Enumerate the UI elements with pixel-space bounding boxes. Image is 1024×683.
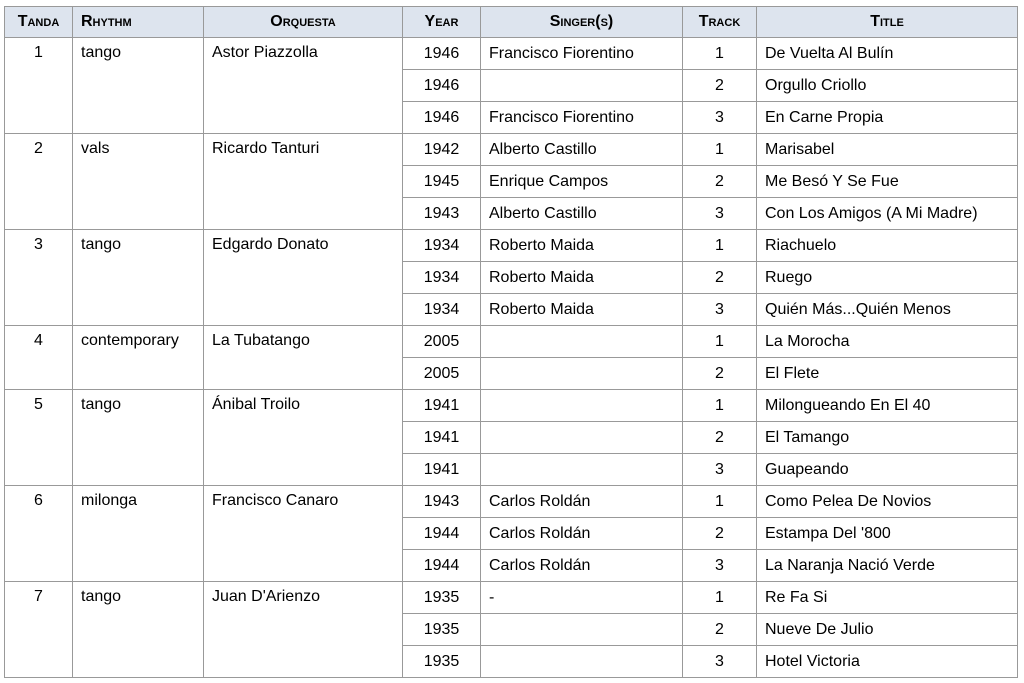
title-cell: Con Los Amigos (A Mi Madre) xyxy=(757,198,1018,230)
title-cell: Riachuelo xyxy=(757,230,1018,262)
orquesta-cell: Ricardo Tanturi xyxy=(204,134,403,230)
tanda-number-cell: 6 xyxy=(5,486,73,582)
year-cell: 1946 xyxy=(403,38,481,70)
title-cell: Milongueando En El 40 xyxy=(757,390,1018,422)
year-cell: 1944 xyxy=(403,518,481,550)
tanda-number-cell: 1 xyxy=(5,38,73,134)
year-cell: 1945 xyxy=(403,166,481,198)
title-cell: La Naranja Nació Verde xyxy=(757,550,1018,582)
singer-cell xyxy=(481,646,683,678)
singer-cell: - xyxy=(481,582,683,614)
orquesta-cell: Francisco Canaro xyxy=(204,486,403,582)
table-row xyxy=(5,230,1018,262)
table-row xyxy=(5,390,1018,422)
track-number-cell: 2 xyxy=(683,358,757,390)
orquesta-cell: Astor Piazzolla xyxy=(204,38,403,134)
singer-cell xyxy=(481,422,683,454)
tanda-table xyxy=(4,6,1018,678)
column-header-year: Year xyxy=(403,7,481,38)
tanda-number-cell: 2 xyxy=(5,134,73,230)
singer-cell xyxy=(481,70,683,102)
title-cell: Nueve De Julio xyxy=(757,614,1018,646)
table-row xyxy=(5,486,1018,518)
track-number-cell: 1 xyxy=(683,486,757,518)
year-cell: 1946 xyxy=(403,102,481,134)
singer-cell: Alberto Castillo xyxy=(481,198,683,230)
track-number-cell: 1 xyxy=(683,390,757,422)
title-cell: El Flete xyxy=(757,358,1018,390)
column-header-track: Track xyxy=(683,7,757,38)
track-number-cell: 2 xyxy=(683,614,757,646)
title-cell: En Carne Propia xyxy=(757,102,1018,134)
track-number-cell: 2 xyxy=(683,262,757,294)
year-cell: 1943 xyxy=(403,198,481,230)
column-header-rhythm: Rhythm xyxy=(73,7,204,38)
tanda-number-cell: 3 xyxy=(5,230,73,326)
rhythm-cell: tango xyxy=(73,582,204,678)
track-number-cell: 2 xyxy=(683,422,757,454)
year-cell: 1935 xyxy=(403,646,481,678)
rhythm-cell: contemporary xyxy=(73,326,204,390)
table-row xyxy=(5,582,1018,614)
year-cell: 1941 xyxy=(403,454,481,486)
table-body xyxy=(5,38,1018,678)
track-number-cell: 3 xyxy=(683,454,757,486)
title-cell: Hotel Victoria xyxy=(757,646,1018,678)
column-header-tanda: Tanda xyxy=(5,7,73,38)
year-cell: 1944 xyxy=(403,550,481,582)
tanda-number-cell: 5 xyxy=(5,390,73,486)
title-cell: La Morocha xyxy=(757,326,1018,358)
title-cell: Marisabel xyxy=(757,134,1018,166)
singer-cell: Roberto Maida xyxy=(481,262,683,294)
singer-cell xyxy=(481,454,683,486)
singer-cell: Alberto Castillo xyxy=(481,134,683,166)
tanda-number-cell: 4 xyxy=(5,326,73,390)
singer-cell xyxy=(481,358,683,390)
title-cell: Ruego xyxy=(757,262,1018,294)
singer-cell: Francisco Fiorentino xyxy=(481,102,683,134)
track-number-cell: 3 xyxy=(683,646,757,678)
title-cell: El Tamango xyxy=(757,422,1018,454)
table-row xyxy=(5,326,1018,358)
track-number-cell: 3 xyxy=(683,198,757,230)
year-cell: 1934 xyxy=(403,230,481,262)
orquesta-cell: Juan D'Arienzo xyxy=(204,582,403,678)
singer-cell: Enrique Campos xyxy=(481,166,683,198)
year-cell: 1942 xyxy=(403,134,481,166)
singer-cell xyxy=(481,390,683,422)
year-cell: 1946 xyxy=(403,70,481,102)
title-cell: Re Fa Si xyxy=(757,582,1018,614)
track-number-cell: 3 xyxy=(683,102,757,134)
singer-cell: Francisco Fiorentino xyxy=(481,38,683,70)
track-number-cell: 2 xyxy=(683,518,757,550)
year-cell: 1934 xyxy=(403,262,481,294)
tanda-number-cell: 7 xyxy=(5,582,73,678)
year-cell: 1941 xyxy=(403,422,481,454)
table-header xyxy=(5,7,1018,38)
track-number-cell: 1 xyxy=(683,134,757,166)
singer-cell: Carlos Roldán xyxy=(481,486,683,518)
rhythm-cell: tango xyxy=(73,230,204,326)
table-row xyxy=(5,134,1018,166)
rhythm-cell: tango xyxy=(73,38,204,134)
year-cell: 2005 xyxy=(403,358,481,390)
track-number-cell: 3 xyxy=(683,294,757,326)
year-cell: 1935 xyxy=(403,582,481,614)
track-number-cell: 2 xyxy=(683,70,757,102)
singer-cell: Carlos Roldán xyxy=(481,550,683,582)
orquesta-cell: La Tubatango xyxy=(204,326,403,390)
title-cell: De Vuelta Al Bulín xyxy=(757,38,1018,70)
singer-cell xyxy=(481,614,683,646)
singer-cell: Carlos Roldán xyxy=(481,518,683,550)
title-cell: Orgullo Criollo xyxy=(757,70,1018,102)
title-cell: Estampa Del '800 xyxy=(757,518,1018,550)
table-row xyxy=(5,38,1018,70)
year-cell: 2005 xyxy=(403,326,481,358)
title-cell: Como Pelea De Novios xyxy=(757,486,1018,518)
column-header-title: Title xyxy=(757,7,1018,38)
track-number-cell: 2 xyxy=(683,166,757,198)
title-cell: Me Besó Y Se Fue xyxy=(757,166,1018,198)
track-number-cell: 1 xyxy=(683,582,757,614)
singer-cell: Roberto Maida xyxy=(481,230,683,262)
rhythm-cell: vals xyxy=(73,134,204,230)
singer-cell: Roberto Maida xyxy=(481,294,683,326)
title-cell: Guapeando xyxy=(757,454,1018,486)
year-cell: 1935 xyxy=(403,614,481,646)
year-cell: 1943 xyxy=(403,486,481,518)
year-cell: 1941 xyxy=(403,390,481,422)
track-number-cell: 3 xyxy=(683,550,757,582)
track-number-cell: 1 xyxy=(683,230,757,262)
year-cell: 1934 xyxy=(403,294,481,326)
orquesta-cell: Edgardo Donato xyxy=(204,230,403,326)
title-cell: Quién Más...Quién Menos xyxy=(757,294,1018,326)
track-number-cell: 1 xyxy=(683,326,757,358)
rhythm-cell: milonga xyxy=(73,486,204,582)
rhythm-cell: tango xyxy=(73,390,204,486)
orquesta-cell: Ánibal Troilo xyxy=(204,390,403,486)
track-number-cell: 1 xyxy=(683,38,757,70)
column-header-singers: Singer(s) xyxy=(481,7,683,38)
singer-cell xyxy=(481,326,683,358)
column-header-orquesta: Orquesta xyxy=(204,7,403,38)
